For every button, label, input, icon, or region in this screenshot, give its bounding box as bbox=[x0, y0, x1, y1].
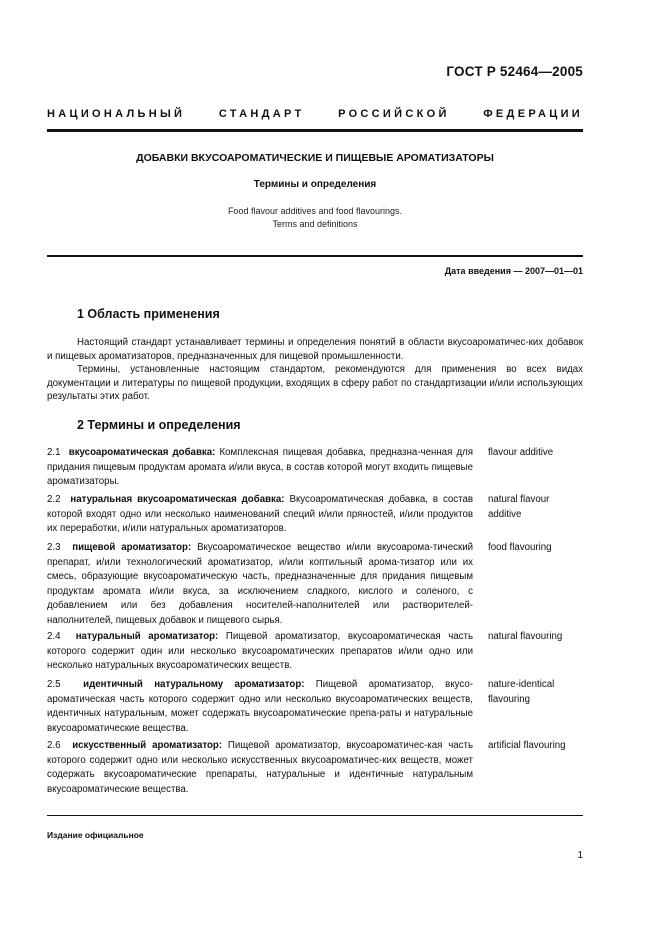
section-2-heading: 2 Термины и определения bbox=[77, 418, 241, 432]
term-english: natural flavour additive bbox=[488, 494, 550, 520]
standard-banner: НАЦИОНАЛЬНЫЙ СТАНДАРТ РОССИЙСКОЙ ФЕДЕРАЦИИ bbox=[47, 108, 583, 120]
title-rule bbox=[47, 255, 583, 257]
standard-number: ГОСТ Р 52464—2005 bbox=[446, 64, 583, 79]
section-1-paragraph-1: Настоящий стандарт устанавливает термины и определения понятий в области вкусоароматичес-ких добавок и пищевых ароматизаторов, предназначенных для пищевой промышленности. bbox=[47, 337, 583, 362]
term-english: food flavouring bbox=[488, 542, 552, 553]
term-number: 2.4 bbox=[47, 631, 61, 642]
term-definition: Пищевой ароматизатор, вкусоароматичес-кая часть которого содержит одно или несколько искусственных вкусоароматичес-ких веществ, может содержать вкусоароматические препараты, натуральные и идентичные натуральным вкусоароматические вещества. bbox=[47, 740, 473, 795]
term-definition: Пищевой ароматизатор, вкусоароматическая часть которого содержит один или несколько вкусоароматических препаратов и/или одно или несколько натуральных вкусоароматических веществ. bbox=[47, 631, 473, 671]
term-number: 2.6 bbox=[47, 740, 61, 751]
section-1-paragraph-2: Термины, установленные настоящим стандартом, рекомендуются для применения во всех видах документации и литературы по пищевой продукции, входящих в сферу работ по стандартизации и/или использующих результаты этих работ. bbox=[47, 364, 583, 402]
term-entry bbox=[47, 541, 473, 628]
footer-rule bbox=[47, 815, 583, 816]
term-english: nature-identical flavouring bbox=[488, 679, 555, 705]
term-entry bbox=[47, 493, 473, 537]
term-english: natural flavouring bbox=[488, 631, 563, 642]
term-english: flavour additive bbox=[488, 447, 554, 458]
term-english: artificial flavouring bbox=[488, 740, 566, 751]
term-definition: Вкусоароматическая добавка, в состав которой входят одно или несколько наименований специй и/или пряностей, и/или продуктов их переработки, и/или натуральных ароматизаторов. bbox=[47, 494, 474, 534]
english-title-line2: Terms and definitions bbox=[272, 219, 358, 229]
term-name: пищевой ароматизатор: bbox=[72, 542, 192, 553]
term-number: 2.2 bbox=[47, 494, 61, 505]
term-name: искусственный ароматизатор: bbox=[72, 740, 223, 751]
term-number: 2.1 bbox=[47, 447, 61, 458]
term-name: натуральный ароматизатор: bbox=[75, 631, 219, 642]
term-definition: Вкусоароматическое вещество и/или вкусоарома-тический препарат, и/или технологический ароматизатор, и/или коптильный арома-тизатор или их смесь, образующие вкусоароматическую часть, предназначенные для придания пищевым продуктам аромата и/или вкуса, за исключением сладкого, кислого и соленого, с добавлением или без добавления носителей-наполнителей или растворителей-наполнителей, пищевых добавок и пищевого сырья. bbox=[47, 542, 474, 626]
banner-rule bbox=[47, 129, 583, 132]
term-name: вкусоароматическая добавка: bbox=[68, 447, 216, 458]
term-entry bbox=[47, 739, 473, 797]
english-title-line1: Food flavour additives and food flavourings. bbox=[227, 206, 403, 216]
term-number: 2.5 bbox=[47, 679, 61, 690]
term-number: 2.3 bbox=[47, 542, 61, 553]
document-title: ДОБАВКИ ВКУСОАРОМАТИЧЕСКИЕ И ПИЩЕВЫЕ АРОМАТИЗАТОРЫ bbox=[136, 152, 494, 164]
term-definition: Пищевой ароматизатор, вкусо-ароматическая часть которого содержит одно или несколько вкусоароматических веществ, идентичных натуральным, может содержать вкусоароматические препа-раты и натуральные вкусоароматические вещества. bbox=[47, 679, 473, 734]
term-entry bbox=[47, 630, 473, 674]
term-entry bbox=[47, 446, 473, 490]
page-number: 1 bbox=[577, 850, 583, 861]
section-1-heading: 1 Область применения bbox=[77, 307, 220, 321]
term-entry bbox=[47, 678, 473, 736]
term-name: натуральная вкусоароматическая добавка: bbox=[70, 494, 285, 505]
introduction-date: Дата введения — 2007—01—01 bbox=[444, 266, 583, 276]
official-edition-note: Издание официальное bbox=[47, 830, 144, 840]
term-definition: Комплексная пищевая добавка, предназна-ченная для придания пищевым продуктам аромата и/или вкуса, в состав которой могут входить пищевые ароматизаторы. bbox=[47, 447, 473, 487]
document-subtitle: Термины и определения bbox=[253, 179, 377, 190]
term-name: идентичный натуральному ароматизатор: bbox=[83, 679, 305, 690]
section-1-body bbox=[47, 336, 583, 404]
